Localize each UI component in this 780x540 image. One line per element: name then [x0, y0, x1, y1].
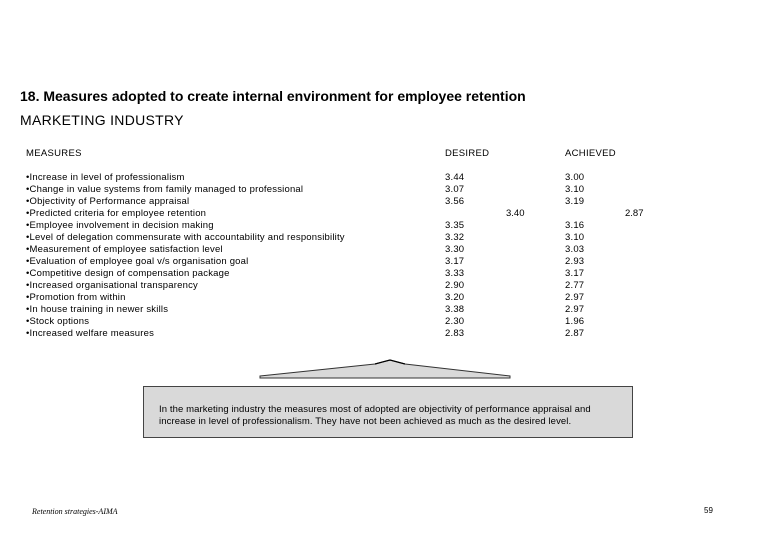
footer-source: Retention strategies-AIMA: [32, 507, 118, 516]
page-number: 59: [704, 506, 713, 515]
measure-item: •Level of delegation commensurate with accountability and responsibility: [26, 232, 345, 243]
achieved-value: 2.77: [565, 280, 585, 291]
achieved-header: ACHIEVED: [565, 148, 616, 159]
desired-value: 3.35: [445, 220, 465, 231]
desired-value: 3.56: [445, 196, 465, 207]
achieved-value: 2.87: [565, 328, 585, 339]
measure-item: •Change in value systems from family managed to professional: [26, 184, 304, 195]
achieved-value: 2.97: [565, 304, 585, 315]
desired-value: 3.30: [445, 244, 465, 255]
measure-item: •Increase in level of professionalism: [26, 172, 185, 183]
achieved-value: 3.17: [565, 268, 585, 279]
desired-value: 2.90: [445, 280, 465, 291]
measure-item: •Measurement of employee satisfaction level: [26, 244, 223, 255]
desired-value: 3.17: [445, 256, 465, 267]
measure-item: •Increased welfare measures: [26, 328, 155, 339]
callout-line: In the marketing industry the measures most of adopted are objectivity of performance appraisal and: [159, 404, 591, 415]
predicted-desired-value: 3.40: [506, 208, 525, 219]
predicted-achieved-value: 2.87: [625, 208, 644, 219]
achieved-value: 3.10: [565, 184, 585, 195]
achieved-value: 3.19: [565, 196, 585, 207]
measure-item: •Competitive design of compensation package: [26, 268, 230, 279]
desired-value: 3.44: [445, 172, 465, 183]
achieved-value: 1.96: [565, 316, 585, 327]
desired-column: [445, 172, 464, 340]
desired-value: 3.20: [445, 292, 465, 303]
measure-item: •Evaluation of employee goal v/s organisation goal: [26, 256, 249, 267]
measures-list: [26, 172, 345, 340]
achieved-value: 3.03: [565, 244, 585, 255]
achieved-value: 2.93: [565, 256, 585, 267]
page-title: 18. Measures adopted to create internal environment for employee retention: [20, 88, 526, 104]
measure-item: •Increased organisational transparency: [26, 280, 198, 291]
desired-value: 3.33: [445, 268, 465, 279]
industry-subtitle: MARKETING INDUSTRY: [20, 112, 184, 128]
measure-item: •Employee involvement in decision making: [26, 220, 214, 231]
desired-value: 3.38: [445, 304, 465, 315]
desired-value: 2.83: [445, 328, 465, 339]
achieved-value: 3.10: [565, 232, 585, 243]
callout-line: increase in level of professionalism. They have not been achieved as much as the desired level.: [159, 416, 572, 427]
achieved-value: [565, 208, 584, 220]
achieved-value: 2.97: [565, 292, 585, 303]
achieved-value: 3.16: [565, 220, 585, 231]
desired-value: 2.30: [445, 316, 465, 327]
desired-value: [445, 208, 464, 220]
achieved-column: [565, 172, 584, 340]
measure-item: •Stock options: [26, 316, 90, 327]
measure-item: •Objectivity of Performance appraisal: [26, 196, 190, 207]
desired-value: 3.32: [445, 232, 465, 243]
measure-item: •In house training in newer skills: [26, 304, 169, 315]
summary-callout: [143, 386, 633, 438]
achieved-value: 3.00: [565, 172, 585, 183]
desired-header: DESIRED: [445, 148, 490, 159]
measure-item: •Promotion from within: [26, 292, 126, 303]
measure-item: •Predicted criteria for employee retention: [26, 208, 207, 219]
callout-arrow: [255, 358, 515, 388]
desired-value: 3.07: [445, 184, 465, 195]
measures-header: MEASURES: [26, 148, 82, 159]
